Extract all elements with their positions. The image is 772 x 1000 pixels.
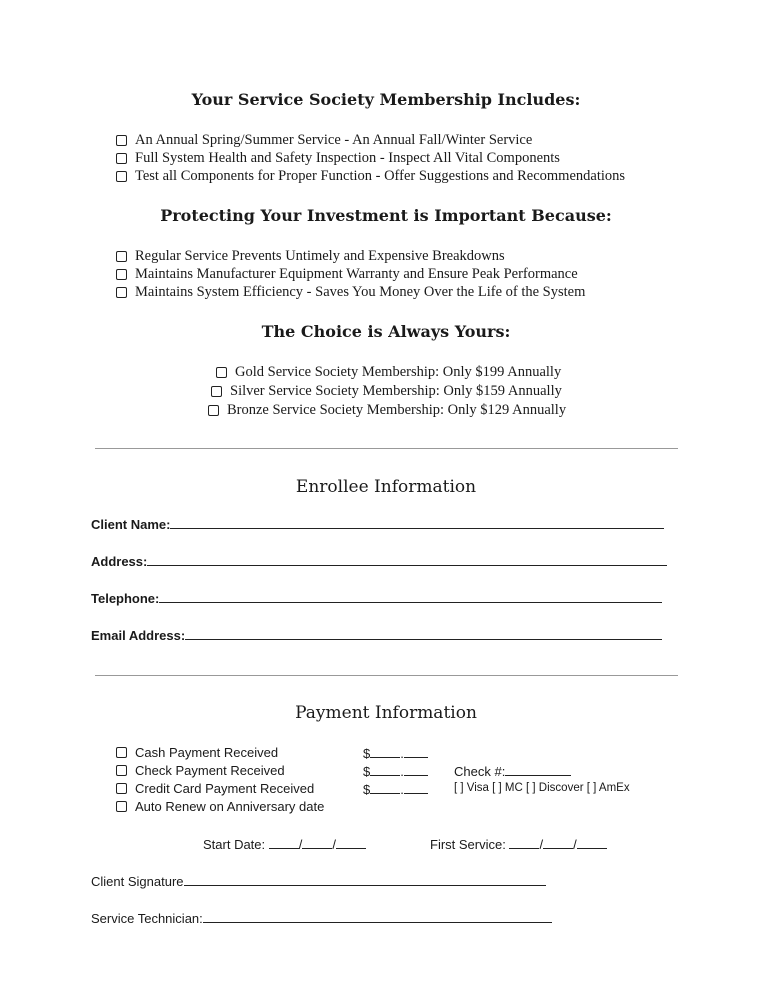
checkbox-icon[interactable] xyxy=(216,367,227,378)
address-label: Address: xyxy=(91,554,148,569)
membership-item-label: Test all Components for Proper Function - Offer Suggestions and Recommendations xyxy=(135,168,626,184)
divider xyxy=(95,448,678,449)
technician-signature-field[interactable] xyxy=(91,910,552,926)
membership-item-3[interactable] xyxy=(116,168,625,185)
choice-heading: The Choice is Always Yours: xyxy=(261,322,511,341)
cash-amount-field[interactable] xyxy=(363,745,428,761)
investment-item-label: Maintains System Efficiency - Saves You Money Over the Life of the System xyxy=(135,284,586,300)
bronze-membership-option[interactable] xyxy=(208,402,566,419)
investment-item-label: Regular Service Prevents Untimely and Expensive Breakdowns xyxy=(135,248,505,264)
silver-membership-option[interactable] xyxy=(211,383,562,400)
membership-item-2[interactable] xyxy=(116,150,560,167)
card-type-options[interactable] xyxy=(454,782,630,794)
decimal-point: . xyxy=(400,782,404,797)
service-day-line[interactable] xyxy=(543,836,573,849)
investment-heading: Protecting Your Investment is Important Because: xyxy=(160,206,612,225)
investment-item-3[interactable] xyxy=(116,284,585,301)
auto-renew-option[interactable] xyxy=(116,799,324,814)
dollar-sign: $ xyxy=(363,764,371,779)
check-payment-option[interactable] xyxy=(116,763,285,778)
membership-option-label: Bronze Service Society Membership: Only $129 Annually xyxy=(227,402,567,418)
telephone-line[interactable] xyxy=(159,590,662,603)
date-separator: / xyxy=(298,837,303,852)
service-month-line[interactable] xyxy=(509,836,539,849)
email-label: Email Address: xyxy=(91,628,186,643)
cents-line[interactable] xyxy=(404,763,428,776)
check-number-field[interactable] xyxy=(454,763,571,779)
decimal-point: . xyxy=(400,764,404,779)
check-amount-field[interactable] xyxy=(363,763,428,779)
payment-option-label: Credit Card Payment Received xyxy=(135,781,315,796)
start-day-line[interactable] xyxy=(302,836,332,849)
payment-option-label: Auto Renew on Anniversary date xyxy=(135,799,325,814)
checkbox-icon[interactable] xyxy=(116,269,127,280)
membership-heading: Your Service Society Membership Includes: xyxy=(191,90,581,109)
membership-item-label: An Annual Spring/Summer Service - An Annual Fall/Winter Service xyxy=(135,132,533,148)
technician-signature-line[interactable] xyxy=(203,910,552,923)
client-name-line[interactable] xyxy=(170,516,664,529)
telephone-field[interactable] xyxy=(91,590,662,606)
cents-line[interactable] xyxy=(404,781,428,794)
card-discover-option[interactable]: [ ] Discover xyxy=(526,782,584,794)
cents-line[interactable] xyxy=(404,745,428,758)
checkbox-icon[interactable] xyxy=(116,783,127,794)
membership-item-label: Full System Health and Safety Inspection - Inspect All Vital Components xyxy=(135,150,560,166)
dollar-sign: $ xyxy=(363,782,371,797)
credit-amount-field[interactable] xyxy=(363,781,428,797)
first-service-label: First Service: xyxy=(430,837,506,852)
divider xyxy=(95,675,678,676)
payment-option-label: Cash Payment Received xyxy=(135,745,279,760)
date-separator: / xyxy=(332,837,337,852)
technician-label: Service Technician: xyxy=(91,911,203,926)
first-service-field[interactable] xyxy=(430,836,607,852)
checkbox-icon[interactable] xyxy=(116,747,127,758)
client-name-label: Client Name: xyxy=(91,517,171,532)
membership-item-1[interactable] xyxy=(116,132,532,149)
membership-option-label: Silver Service Society Membership: Only $159 Annually xyxy=(230,383,562,399)
checkbox-icon[interactable] xyxy=(116,765,127,776)
payment-heading: Payment Information xyxy=(295,703,477,723)
checkbox-icon[interactable] xyxy=(116,171,127,182)
check-number-label: Check #: xyxy=(454,764,506,779)
email-line[interactable] xyxy=(185,627,662,640)
client-signature-field[interactable] xyxy=(91,873,546,889)
address-line[interactable] xyxy=(147,553,667,566)
start-year-line[interactable] xyxy=(336,836,366,849)
checkbox-icon[interactable] xyxy=(208,405,219,416)
service-year-line[interactable] xyxy=(577,836,607,849)
client-name-field[interactable] xyxy=(91,516,664,532)
gold-membership-option[interactable] xyxy=(216,364,561,381)
card-visa-option[interactable]: [ ] Visa xyxy=(454,782,489,794)
credit-card-payment-option[interactable] xyxy=(116,781,314,796)
check-number-line[interactable] xyxy=(505,763,571,776)
dollar-sign: $ xyxy=(363,746,371,761)
dollars-line[interactable] xyxy=(370,745,400,758)
email-field[interactable] xyxy=(91,627,662,643)
start-month-line[interactable] xyxy=(269,836,299,849)
checkbox-icon[interactable] xyxy=(211,386,222,397)
client-signature-label: Client Signature xyxy=(91,874,184,889)
address-field[interactable] xyxy=(91,553,667,569)
checkbox-icon[interactable] xyxy=(116,251,127,262)
enrollee-heading: Enrollee Information xyxy=(295,477,477,497)
telephone-label: Telephone: xyxy=(91,591,160,606)
checkbox-icon[interactable] xyxy=(116,287,127,298)
start-date-field[interactable] xyxy=(203,836,366,852)
dollars-line[interactable] xyxy=(370,781,400,794)
membership-option-label: Gold Service Society Membership: Only $199 Annually xyxy=(235,364,562,380)
decimal-point: . xyxy=(400,746,404,761)
investment-item-1[interactable] xyxy=(116,248,505,265)
card-amex-option[interactable]: [ ] AmEx xyxy=(586,782,630,794)
date-separator: / xyxy=(573,837,577,852)
payment-option-label: Check Payment Received xyxy=(135,763,285,778)
client-signature-line[interactable] xyxy=(184,873,546,886)
date-separator: / xyxy=(539,837,544,852)
investment-item-2[interactable] xyxy=(116,266,578,283)
card-mc-option[interactable]: [ ] MC xyxy=(492,782,523,794)
checkbox-icon[interactable] xyxy=(116,801,127,812)
start-date-label: Start Date: xyxy=(203,837,266,852)
dollars-line[interactable] xyxy=(370,763,400,776)
cash-payment-option[interactable] xyxy=(116,745,278,760)
investment-item-label: Maintains Manufacturer Equipment Warranty and Ensure Peak Performance xyxy=(135,266,578,282)
checkbox-icon[interactable] xyxy=(116,153,127,164)
checkbox-icon[interactable] xyxy=(116,135,127,146)
